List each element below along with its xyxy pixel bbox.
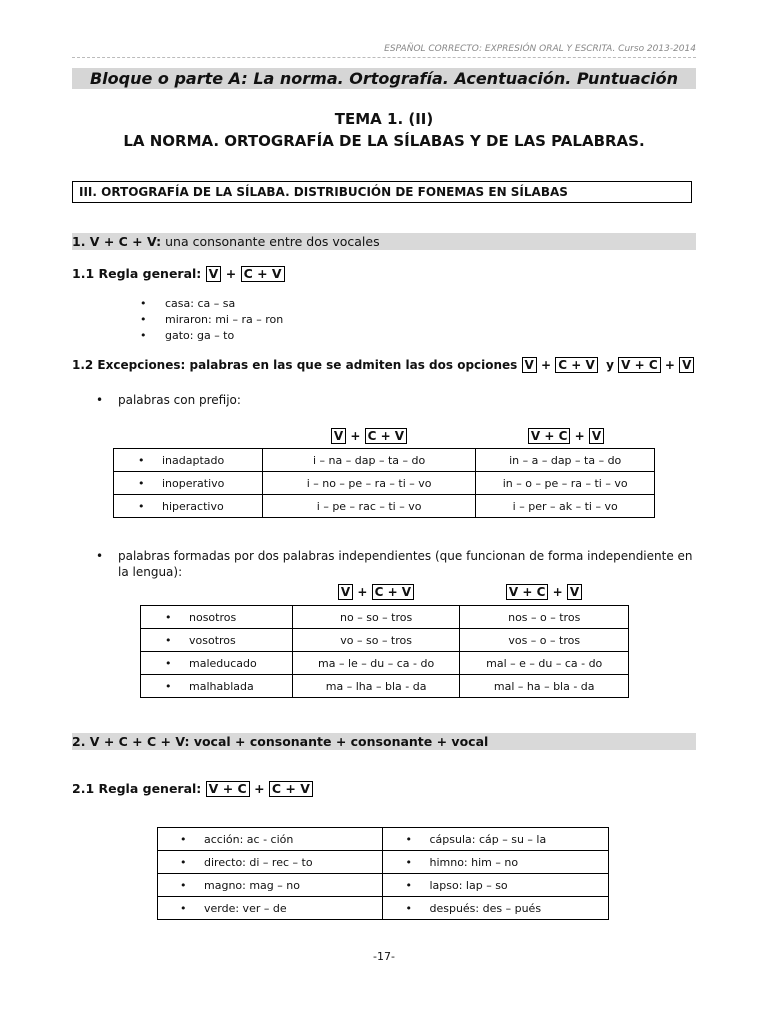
table-row: [141, 652, 629, 675]
table-cell: vos – o – tros: [460, 629, 629, 652]
list-item: • casa: ca – sa: [140, 296, 283, 312]
table-cell-word: • inoperativo: [114, 472, 263, 495]
exc-cv-box: C + V: [555, 357, 598, 373]
table-cell: mal – e – du – ca - do: [460, 652, 629, 675]
rule-1-1: [72, 266, 285, 282]
table-cell: in – o – pe – ra – ti – vo: [476, 472, 655, 495]
exc-plus: +: [541, 358, 552, 372]
section-1-bar: [72, 233, 696, 250]
table-2: [140, 605, 629, 698]
table-cell: mal – ha – bla - da: [460, 675, 629, 698]
table-cell: • himno: him – no: [383, 851, 609, 874]
rule-2-1-cv-box: C + V: [269, 781, 313, 797]
compound-bullet: • palabras formadas por dos palabras independientes (que funcionan de forma independiente en la lengua):: [96, 549, 693, 579]
table-1: [113, 448, 655, 518]
rule-1-1-plus: +: [225, 266, 237, 281]
block-title: Bloque o parte A: La norma. Ortografía. Acentuación. Puntuación: [72, 68, 696, 89]
table-1-header-a: V + C + V: [262, 428, 476, 444]
table-cell: i – na – dap – ta – do: [262, 449, 476, 472]
exc-plus: +: [664, 358, 675, 372]
rule-1-1-cv-box: C + V: [241, 266, 285, 282]
rule-1-1-v-box: V: [206, 266, 222, 282]
rule-2-1-vc-box: V + C: [206, 781, 250, 797]
table-cell-word: • vosotros: [141, 629, 293, 652]
examples-1-1: [140, 296, 283, 344]
table-cell: i – pe – rac – ti – vo: [262, 495, 476, 518]
section-1-desc: una consonante entre dos vocales: [161, 234, 380, 249]
table-cell: • directo: di – rec – to: [158, 851, 383, 874]
rule-2-1: [72, 781, 313, 797]
rule-2-1-plus: +: [254, 781, 265, 796]
table-row: [158, 828, 609, 851]
table-3: [157, 827, 609, 920]
table-cell-word: • hiperactivo: [114, 495, 263, 518]
list-item: • miraron: mi – ra – ron: [140, 312, 283, 328]
table-row: [158, 874, 609, 897]
exc-y: y: [606, 358, 614, 372]
table-cell: ma – lha – bla - da: [292, 675, 460, 698]
table-cell-word: • nosotros: [141, 606, 293, 629]
table-2-header-b: V + C + V: [460, 584, 628, 600]
table-cell: ma – le – du – ca - do: [292, 652, 460, 675]
exc-vc-box: V + C: [618, 357, 661, 373]
prefix-bullet: • palabras con prefijo:: [96, 393, 241, 407]
page-number: -17-: [373, 950, 395, 963]
table-row: [114, 472, 655, 495]
table-cell: • verde: ver – de: [158, 897, 383, 920]
table-cell-word: • maleducado: [141, 652, 293, 675]
table-cell: nos – o – tros: [460, 606, 629, 629]
table-row: [158, 897, 609, 920]
rule-1-1-label: 1.1 Regla general:: [72, 266, 202, 281]
table-cell: • lapso: lap – so: [383, 874, 609, 897]
rule-2-1-label: 2.1 Regla general:: [72, 781, 202, 796]
header-rule: [72, 57, 696, 58]
table-row: [141, 606, 629, 629]
table-cell: no – so – tros: [292, 606, 460, 629]
running-head: ESPAÑOL CORRECTO: EXPRESIÓN ORAL Y ESCRITA. Curso 2013-2014: [384, 44, 696, 54]
table-row: [158, 851, 609, 874]
table-cell: • magno: mag – no: [158, 874, 383, 897]
table-cell: • después: des – pués: [383, 897, 609, 920]
table-cell: vo – so – tros: [292, 629, 460, 652]
tema-subtitle: LA NORMA. ORTOGRAFÍA DE LA SÍLABAS Y DE LAS PALABRAS.: [123, 132, 645, 150]
table-cell: • cápsula: cáp – su – la: [383, 828, 609, 851]
section-box-title: III. ORTOGRAFÍA DE LA SÍLABA. DISTRIBUCIÓN DE FONEMAS EN SÍLABAS: [72, 181, 692, 203]
table-row: [141, 629, 629, 652]
table-1-header-b: V + C + V: [476, 428, 656, 444]
table-row: [141, 675, 629, 698]
table-cell: i – per – ak – ti – vo: [476, 495, 655, 518]
tema-title: TEMA 1. (II): [334, 110, 434, 128]
table-cell: in – a – dap – ta – do: [476, 449, 655, 472]
exceptions-label: 1.2 Excepciones: palabras en las que se admiten las dos opciones: [72, 358, 518, 372]
section-1-number: 1. V + C + V:: [72, 234, 162, 249]
exceptions-1-2: [72, 357, 694, 373]
table-cell-word: • inadaptado: [114, 449, 263, 472]
list-item: • gato: ga – to: [140, 328, 283, 344]
exc-v-box: V: [522, 357, 537, 373]
exc-v2-box: V: [679, 357, 694, 373]
table-cell-word: • malhablada: [141, 675, 293, 698]
table-2-header-a: V + C + V: [292, 584, 460, 600]
section-2-bar: 2. V + C + C + V: vocal + consonante + consonante + vocal: [72, 733, 696, 750]
table-row: [114, 449, 655, 472]
table-cell: i – no – pe – ra – ti – vo: [262, 472, 476, 495]
table-row: [114, 495, 655, 518]
table-cell: • acción: ac - ción: [158, 828, 383, 851]
